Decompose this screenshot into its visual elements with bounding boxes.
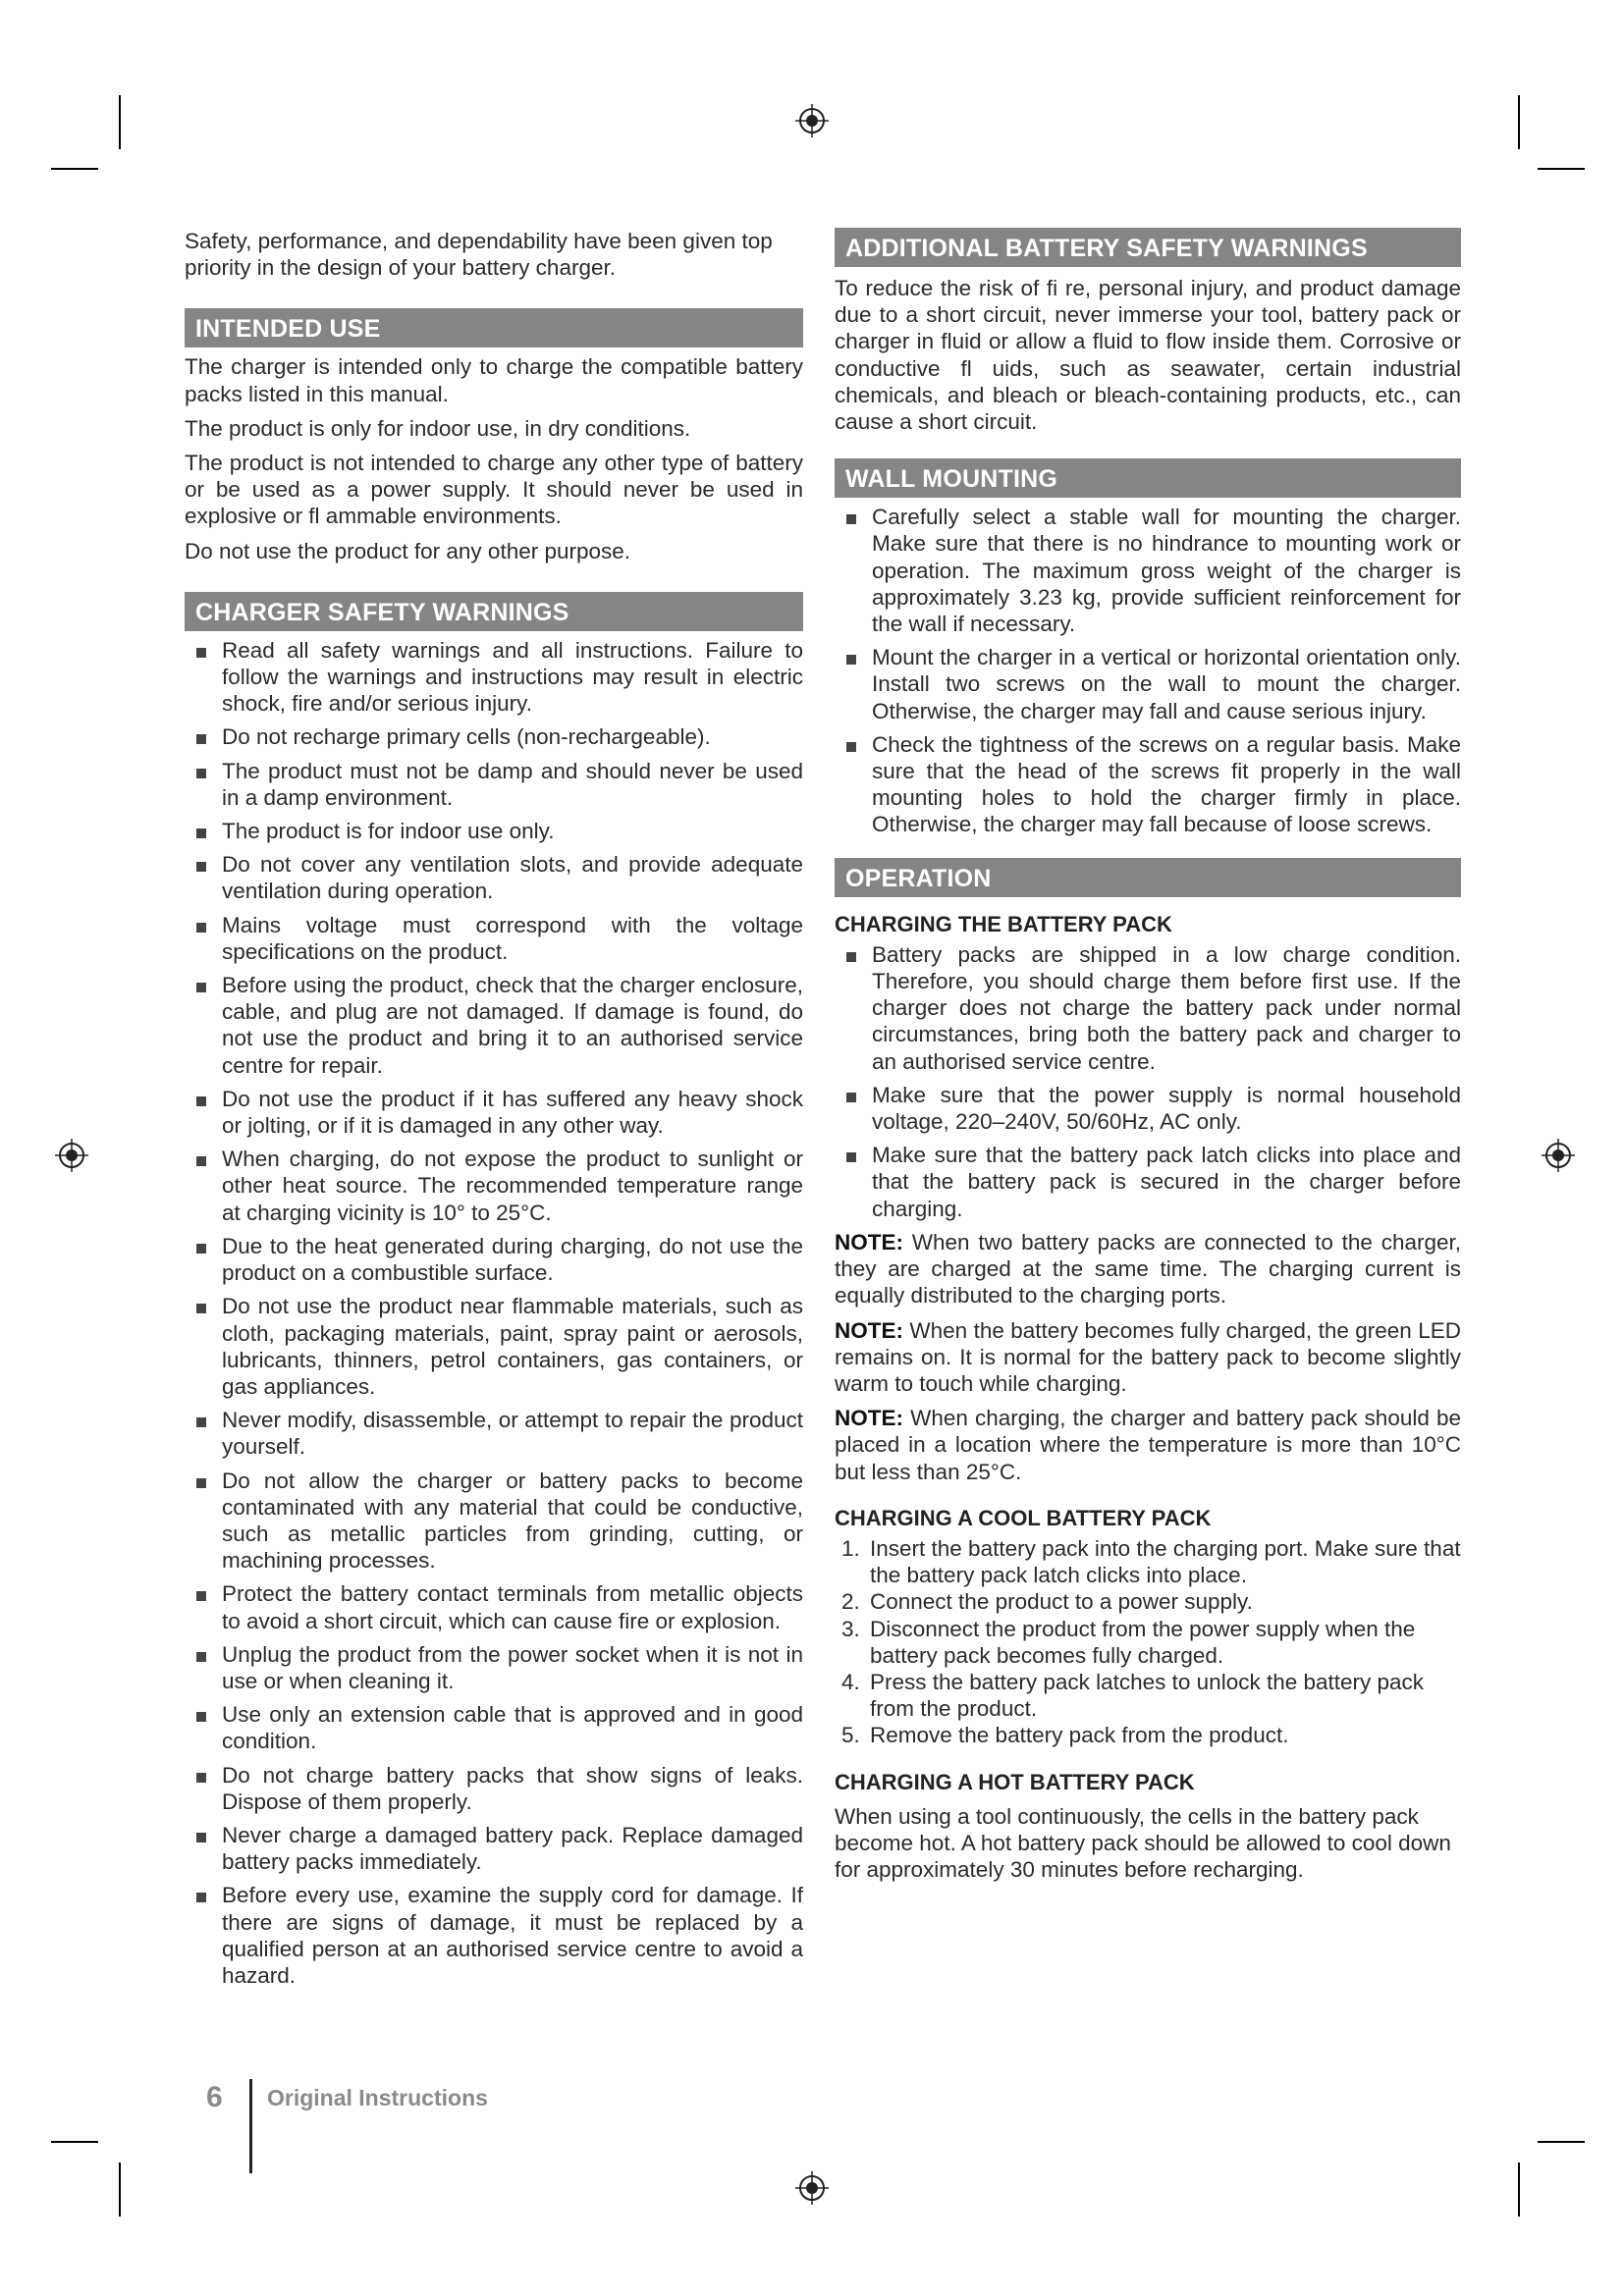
registration-mark-icon: [1542, 1139, 1575, 1172]
list-item: Before using the product, check that the charger enclosure, cable, and plug are not damaged. If damage is found, do not use the product and bring it to an authorised service centre for repair.: [222, 973, 803, 1078]
crop-mark: [1518, 2163, 1520, 2216]
crop-mark: [119, 2163, 121, 2216]
right-column: [835, 228, 1461, 1891]
list-item: Do not allow the charger or battery packs to become contaminated with any material that could be conductive, such as metallic particles from grinding, cutting, or machining processes.: [222, 1468, 803, 1574]
intro-paragraph: Safety, performance, and dependability have been given top priority in the design of your battery charger.: [185, 229, 773, 281]
list-item: Check the tightness of the screws on a regular basis. Make sure that the head of the screws fit properly in the wall mounting holes to hold the charger firmly in place. Otherwise, the charger may fall because of loose screws.: [872, 731, 1461, 837]
subheading-cool-battery: CHARGING A COOL BATTERY PACK: [835, 1505, 1212, 1530]
section-title-wall-mounting: WALL MOUNTING: [835, 458, 1461, 498]
crop-mark: [119, 95, 121, 149]
registration-mark-icon: [55, 1139, 88, 1172]
crop-mark: [51, 168, 98, 170]
list-item: Never charge a damaged battery pack. Replace damaged battery packs immediately.: [222, 1822, 803, 1875]
registration-mark-icon: [795, 104, 829, 137]
wall-mounting-list: [835, 504, 1461, 837]
list-item: Before every use, examine the supply cord for damage. If there are signs of damage, it must be replaced by a qualified person at an authorised service centre to avoid a hazard.: [222, 1883, 803, 1988]
note-label: NOTE:: [835, 1406, 903, 1431]
crop-mark: [1518, 95, 1520, 149]
list-item: Carefully select a stable wall for mounting the charger. Make sure that there is no hindrance to mounting work or operation. The maximum gross weight of the charger is approximately 3.23 kg, provide sufficient reinforcement for the wall if necessary.: [872, 505, 1461, 637]
step-item: 5. Remove the battery pack from the product.: [866, 1722, 1461, 1748]
step-item: 1. Insert the battery pack into the charging port. Make sure that the battery pack latch clicks into place.: [866, 1535, 1461, 1588]
list-item: Do not use the product if it has suffered any heavy shock or jolting, or if it is damaged in any other way.: [222, 1086, 803, 1139]
note-paragraph: [835, 1229, 1461, 1309]
list-item: Due to the heat generated during charging, do not use the product on a combustible surface.: [222, 1233, 803, 1286]
list-item: Do not cover any ventilation slots, and provide adequate ventilation during operation.: [222, 852, 803, 904]
list-item: Mount the charger in a vertical or horizontal orientation only. Install two screws on the wall to mount the charger. Otherwise, the charger may fall and cause serious injury.: [872, 645, 1461, 723]
crop-mark: [1538, 168, 1585, 170]
list-item: Do not use the product near flammable materials, such as cloth, packaging materials, paint, spray paint or aerosols, lubricants, thinners, petrol containers, gas containers, or gas appliances.: [222, 1294, 803, 1399]
note-paragraph: [835, 1317, 1461, 1398]
step-item: 4. Press the battery pack latches to unlock the battery pack from the product.: [866, 1669, 1461, 1722]
charger-safety-list: [185, 637, 803, 1989]
list-item: Make sure that the power supply is normal household voltage, 220–240V, 50/60Hz, AC only.: [872, 1082, 1461, 1135]
list-item: When charging, do not expose the product to sunlight or other heat source. The recommended temperature range at charging vicinity is 10° to 25°C.: [222, 1147, 803, 1225]
list-item: Do not charge battery packs that show signs of leaks. Dispose of them properly.: [222, 1762, 803, 1814]
note-label: NOTE:: [835, 1229, 903, 1255]
hot-battery-paragraph: When using a tool continuously, the cells in the battery pack become hot. A hot battery pack should be allowed to cool down for approximately 30 minutes before recharging.: [835, 1803, 1451, 1883]
crop-mark: [51, 2141, 98, 2143]
note-paragraph: [835, 1405, 1461, 1485]
list-item: Unplug the product from the power socket when it is not in use or when cleaning it.: [222, 1641, 803, 1693]
intended-use-paragraph: The product is only for indoor use, in dry conditions.: [185, 415, 691, 441]
note-text: When two battery packs are connected to the charger, they are charged at the same time. The charging current is equally distributed to the charging ports.: [835, 1229, 1461, 1308]
list-item: The product is for indoor use only.: [222, 818, 803, 844]
list-item: Mains voltage must correspond with the voltage specifications on the product.: [222, 912, 803, 964]
list-item: Protect the battery contact terminals from metallic objects to avoid a short circuit, which can cause fire or explosion.: [222, 1581, 803, 1633]
section-title-additional-battery: ADDITIONAL BATTERY SAFETY WARNINGS: [835, 228, 1461, 267]
charging-list: [835, 941, 1461, 1222]
page-number: 6: [206, 2081, 223, 2113]
section-title-intended-use: INTENDED USE: [185, 308, 803, 347]
section-title-operation: OPERATION: [835, 858, 1461, 897]
list-item: Use only an extension cable that is approved and in good condition.: [222, 1702, 803, 1754]
additional-battery-paragraph: To reduce the risk of fi re, personal injury, and product damage due to a short circuit, never immerse your tool, battery pack or charger in fluid or allow a fluid to flow inside them. Corrosive or conductive fl uids, such as seawater, certain industrial chemicals, and bleach or bleach-containing products, etc., can cause a short circuit.: [835, 276, 1461, 435]
note-label: NOTE:: [835, 1317, 903, 1343]
footer-divider: [249, 2079, 252, 2173]
list-item: Make sure that the battery pack latch clicks into place and that the battery pack is secured in the charger before charging.: [872, 1143, 1461, 1221]
cool-battery-steps: [835, 1535, 1461, 1749]
left-column: [185, 228, 803, 1996]
registration-mark-icon: [795, 2171, 829, 2205]
list-item: The product must not be damp and should never be used in a damp environment.: [222, 758, 803, 810]
step-item: 2. Connect the product to a power supply.: [866, 1588, 1461, 1615]
list-item: Read all safety warnings and all instructions. Failure to follow the warnings and instructions may result in electric shock, fire and/or serious injury.: [222, 637, 803, 717]
footer-label: Original Instructions: [267, 2085, 488, 2110]
intended-use-paragraph: The product is not intended to charge any other type of battery or be used as a power supply. It should never be used in explosive or fl ammable environments.: [185, 451, 803, 529]
intended-use-paragraph: The charger is intended only to charge the compatible battery packs listed in this manual.: [185, 354, 803, 406]
intended-use-paragraph: Do not use the product for any other purpose.: [185, 538, 631, 563]
subheading-hot-battery: CHARGING A HOT BATTERY PACK: [835, 1769, 1195, 1794]
section-title-charger-safety: CHARGER SAFETY WARNINGS: [185, 592, 803, 631]
crop-mark: [1538, 2141, 1585, 2143]
list-item: Battery packs are shipped in a low charge condition. Therefore, you should charge them before first use. If the charger does not charge the battery pack under normal circumstances, bring both the battery pack and charger to an authorised service centre.: [872, 941, 1461, 1074]
note-text: When charging, the charger and battery pack should be placed in a location where the temperature is more than 10°C but less than 25°C.: [835, 1406, 1461, 1484]
list-item: Do not recharge primary cells (non-rechargeable).: [222, 723, 803, 750]
note-text: When the battery becomes fully charged, the green LED remains on. It is normal for the battery pack to become slightly warm to touch while charging.: [835, 1317, 1461, 1396]
list-item: Never modify, disassemble, or attempt to repair the product yourself.: [222, 1408, 803, 1460]
subheading-charging: CHARGING THE BATTERY PACK: [835, 911, 1172, 936]
step-item: 3. Disconnect the product from the power supply when the battery pack becomes fully charged.: [866, 1616, 1461, 1669]
